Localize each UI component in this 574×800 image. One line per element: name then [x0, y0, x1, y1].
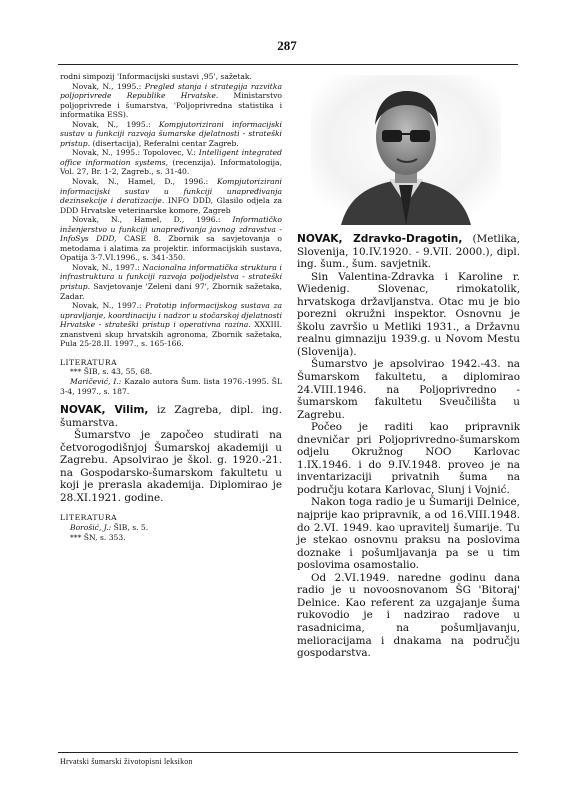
bib-entry: Novak, N., 1995.: Kompjutorizirani informacijski sustav u funkciji razvoja šumarske djelatnosti - strateški pristup. (disertacija), Referalni centar Zagreb.: [60, 119, 282, 148]
literature-heading: LITERATURA: [60, 513, 118, 523]
entry-zdravko: [297, 233, 520, 660]
literature-vilim: [60, 513, 282, 542]
entry-name: NOVAK, Vilim,: [60, 404, 149, 417]
entry-paragraph: Sin Valentina-Zdravka i Karoline r. Wiedenig. Slovenac, rimokatolik, hrvatskoga državljanstva. Otac mu je bio porezni okružni inspektor. Osnovnu je školu završio u Metliki 1931., a Državnu realnu gimnaziju 1939.g. u Novom Mestu (Slovenija).: [297, 270, 520, 358]
bib-entry: Novak, N., Hamel, D., 1996.: Informatičko inženjerstvo u funkciji unapređivanja javnog zdravstva - InfoSys DDD, CASE 8. Zbornik sa savjetovanja o metodama i alatima za projektir. informacijskih sustava, Opatija 3-7.VI.1996., s. 341-350.: [60, 215, 282, 263]
entry-paragraph: Počeo je raditi kao pripravnik dnevničar pri Poljoprivredno-šumarskom odjelu Okružnog NOO Karlovac 1.IX.1946. i do 9.IV.1948. proveo je na inventarizaciji privatnih šuma na području kotara Karlovac, Slunj i Vojnić.: [297, 421, 520, 496]
literature-item: Borošić, J.: ŠIB, s. 5.: [70, 522, 149, 532]
footer-title: Hrvatski šumarski životopisni leksikon: [60, 757, 193, 766]
literature-item: *** ŠIB, s. 43, 55, 68.: [70, 367, 153, 377]
entry-vilim: [60, 404, 282, 504]
left-column: [60, 72, 282, 542]
header-rule: [58, 64, 518, 65]
portrait-photo: [311, 75, 501, 225]
entry-heading: NOVAK, Vilim, iz Zagreba, dipl. ing. šumarstva.: [60, 404, 283, 429]
bib-entry: Novak, N., 1997.: Prototip informacijskog sustava za upravljanje, koordinaciju i nadzor u stočarskoj djelatnosti Hrvatske - strateški pristup i operativna razina. XXXIII. znanstveni skup hrvatskih agronoma, Zbornik sažetaka, Pula 25-28.II. 1997., s. 165-166.: [60, 301, 283, 349]
portrait-image: [311, 75, 501, 225]
entry-paragraph: Šumarstvo je apsolvirao 1942.-43. na Šumarskom fakultetu, a diplomirao 24.VIII.1946. na Poljoprivredno - šumarskom fakultetu Sveučilišta u Zagrebu.: [297, 358, 520, 421]
page-number: 287: [277, 38, 297, 53]
literature-heading: LITERATURA: [60, 357, 118, 367]
entry-body: Šumarstvo je započeo studirati na četvorogodišnjoj Šumarskoj akademiji u Zagrebu. Apsolvirao je škol. g. 1920.-21. na Gospodarsko-šumarskom fakultetu u koji je prerasla akademija. Diplomirao je 28.XI.1921. godine.: [60, 429, 282, 504]
bib-entry: Novak, N., 1995.: Pregled stanja i strategija razvitka poljoprivrede Republike Hrvatske. Ministarstvo poljoprivrede i šumarstva, 'Poljoprivredna statistika i informatika ESS).: [60, 81, 282, 120]
bibliography: [60, 72, 282, 396]
literature-item: Maričević, I.: Kazalo autora Šum. lista 1976.-1995. ŠL 3-4, 1997., s. 187.: [60, 376, 282, 396]
entry-name: NOVAK, Zdravko-Dragotin,: [297, 233, 463, 245]
bib-entry: rodni simpozij 'Informacijski sustavi ,95', sažetak.: [60, 72, 252, 81]
right-column: [297, 72, 520, 660]
entry-paragraph: Nakon toga radio je u Šumariji Delnice, najprije kao pripravnik, a od 16.VIII.1948. do 2.VI. 1949. kao upravitelj šumarije. Tu je stekao osnovnu praksu na poslovima doznake i pošumljavanja pa se u tim poslovima osamostalio.: [297, 496, 520, 572]
bib-entry: Novak, N., 1995.: Topolovec, V.: Intelligent integrated office information systems, (recenzija). Informatologija, Vol. 27, Br. 1-2, Zagreb., s. 31-40.: [60, 148, 282, 177]
literature-item: *** ŠN, s. 353.: [70, 532, 126, 542]
footer-rule: [58, 752, 518, 753]
bib-entry: Novak, N., 1997.: Nacionalna informatička struktura i infrastruktura u funkciji razvoja poljodjelstva - strateški pristup. Savjetovanje 'Zeleni dani 97', Zbornik sažetaka, Zadar.: [60, 262, 282, 301]
entry-paragraph: Od 2.VI.1949. naredne godinu dana radio je u novoosnovanom ŠG 'Bitoraj' Delnice. Kao referent za uzgajanje šuma rukovodio je i nadzirao radove u rasadnicima, na pošumljavanju, melioracijama i dnakama na području gospodarstva.: [297, 571, 520, 660]
bib-entry: Novak, N., Hamel, D., 1996.: Kompjutorizirani informacijski sustav u funkciji unapređivanja dezinsekcije i deratizacije. INFO DDD, Glasilo odjela za DDD Hrvatske veterinarske komore, Zagreb: [60, 177, 283, 215]
entry-heading: NOVAK, Zdravko-Dragotin, (Metlika, Slovenija, 10.IV.1920. - 9.VII. 2000.), dipl. ing. šum., šum. savjetnik.: [297, 233, 520, 271]
